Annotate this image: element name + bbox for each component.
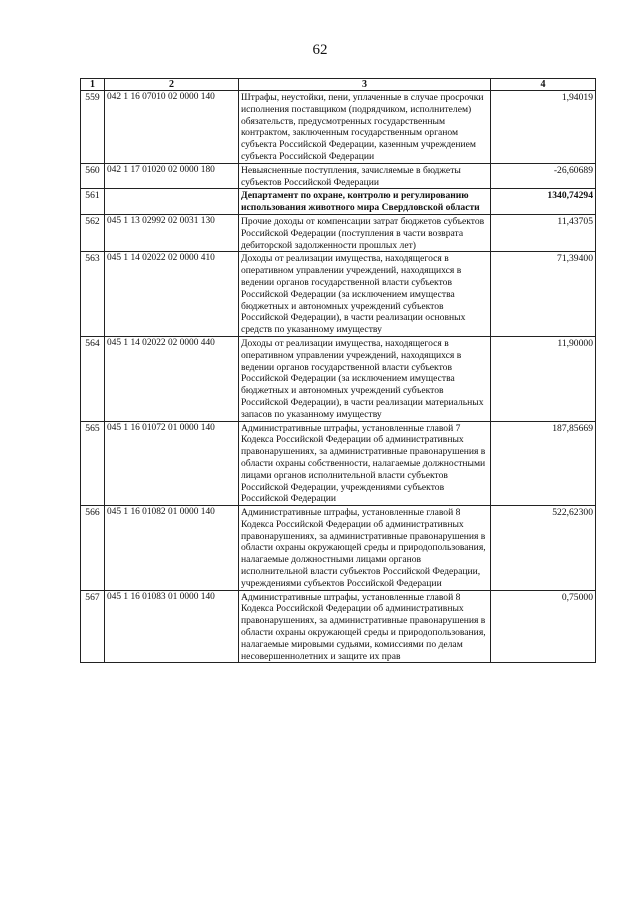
table-row	[81, 163, 596, 189]
classification-code-cell: 042 1 16 07010 02 0000 140	[105, 91, 239, 164]
header-col-1: 1	[81, 79, 105, 91]
description-cell: Административные штрафы, установленные главой 7 Кодекса Российской Федерации об административных правонарушениях, за административные правонарушения в области охраны собственности, налагаемые должностными лицами органов исполнительной власти субъектов Российской Федерации, учреждениями субъектов Российской Федерации	[239, 421, 491, 506]
description-cell: Прочие доходы от компенсации затрат бюджетов субъектов Российской Федерации (поступления в части возврата дебиторской задолженности прошлых лет)	[239, 214, 491, 251]
table-row	[81, 91, 596, 164]
table-row	[81, 590, 596, 663]
table-row	[81, 252, 596, 337]
amount-cell: 71,39400	[491, 252, 596, 337]
row-number-cell: 565	[81, 421, 105, 506]
header-col-2: 2	[105, 79, 239, 91]
row-number-cell: 562	[81, 214, 105, 251]
row-number-cell: 566	[81, 506, 105, 591]
description-cell: Административные штрафы, установленные главой 8 Кодекса Российской Федерации об административных правонарушениях, за административные правонарушения в области охраны окружающей среды и природопользования, налагаемые должностными лицами органов исполнительной власти субъектов Российской Федерации, учреждениями субъектов Российской Федерации	[239, 506, 491, 591]
description-cell: Доходы от реализации имущества, находящегося в оперативном управлении учреждений, находящихся в ведении органов государственной власти субъектов Российской Федерации (за исключением имущества бюджетных и автономных учреждений субъектов Российской Федерации), в части реализации материальных запасов по указанному имуществу	[239, 336, 491, 421]
row-number-cell: 560	[81, 163, 105, 189]
classification-code-cell	[105, 189, 239, 215]
page-number: 62	[312, 42, 328, 58]
amount-cell: 11,43705	[491, 214, 596, 251]
amount-cell: 1,94019	[491, 91, 596, 164]
amount-cell: 1340,74294	[491, 189, 596, 215]
amount-cell: 187,85669	[491, 421, 596, 506]
table-body	[81, 91, 596, 663]
table-row	[81, 421, 596, 506]
header-col-3: 3	[239, 79, 491, 91]
classification-code-cell: 042 1 17 01020 02 0000 180	[105, 163, 239, 189]
classification-code-cell: 045 1 13 02992 02 0031 130	[105, 214, 239, 251]
table-row	[81, 214, 596, 251]
description-cell: Невыясненные поступления, зачисляемые в бюджеты субъектов Российской Федерации	[239, 163, 491, 189]
row-number-cell: 564	[81, 336, 105, 421]
classification-code-cell: 045 1 16 01082 01 0000 140	[105, 506, 239, 591]
classification-code-cell: 045 1 14 02022 02 0000 440	[105, 336, 239, 421]
row-number-cell: 563	[81, 252, 105, 337]
row-number-cell: 567	[81, 590, 105, 663]
table-header-row	[81, 79, 596, 91]
row-number-cell: 559	[81, 91, 105, 164]
amount-cell: 0,75000	[491, 590, 596, 663]
header-col-4: 4	[491, 79, 596, 91]
classification-code-cell: 045 1 14 02022 02 0000 410	[105, 252, 239, 337]
amount-cell: 11,90000	[491, 336, 596, 421]
classification-code-cell: 045 1 16 01083 01 0000 140	[105, 590, 239, 663]
table-row	[81, 336, 596, 421]
description-cell: Штрафы, неустойки, пени, уплаченные в случае просрочки исполнения поставщиком (подрядчиком, исполнителем) обязательств, предусмотренных государственным контрактом, заключенным государственным органом субъекта Российской Федерации, казенным учреждением субъекта Российской Федерации	[239, 91, 491, 164]
revenue-table	[80, 78, 596, 663]
description-cell: Доходы от реализации имущества, находящегося в оперативном управлении учреждений, находящихся в ведении органов государственной власти субъектов Российской Федерации (за исключением имущества бюджетных и автономных учреждений субъектов Российской Федерации), в части реализации основных средств по указанному имуществу	[239, 252, 491, 337]
description-cell: Департамент по охране, контролю и регулированию использования животного мира Свердловской области	[239, 189, 491, 215]
table-row	[81, 506, 596, 591]
classification-code-cell: 045 1 16 01072 01 0000 140	[105, 421, 239, 506]
amount-cell: 522,62300	[491, 506, 596, 591]
row-number-cell: 561	[81, 189, 105, 215]
description-cell: Административные штрафы, установленные главой 8 Кодекса Российской Федерации об административных правонарушениях, за административные правонарушения в области охраны окружающей среды и природопользования, налагаемые мировыми судьями, комиссиями по делам несовершеннолетних и защите их прав	[239, 590, 491, 663]
amount-cell: -26,60689	[491, 163, 596, 189]
table-row	[81, 189, 596, 215]
